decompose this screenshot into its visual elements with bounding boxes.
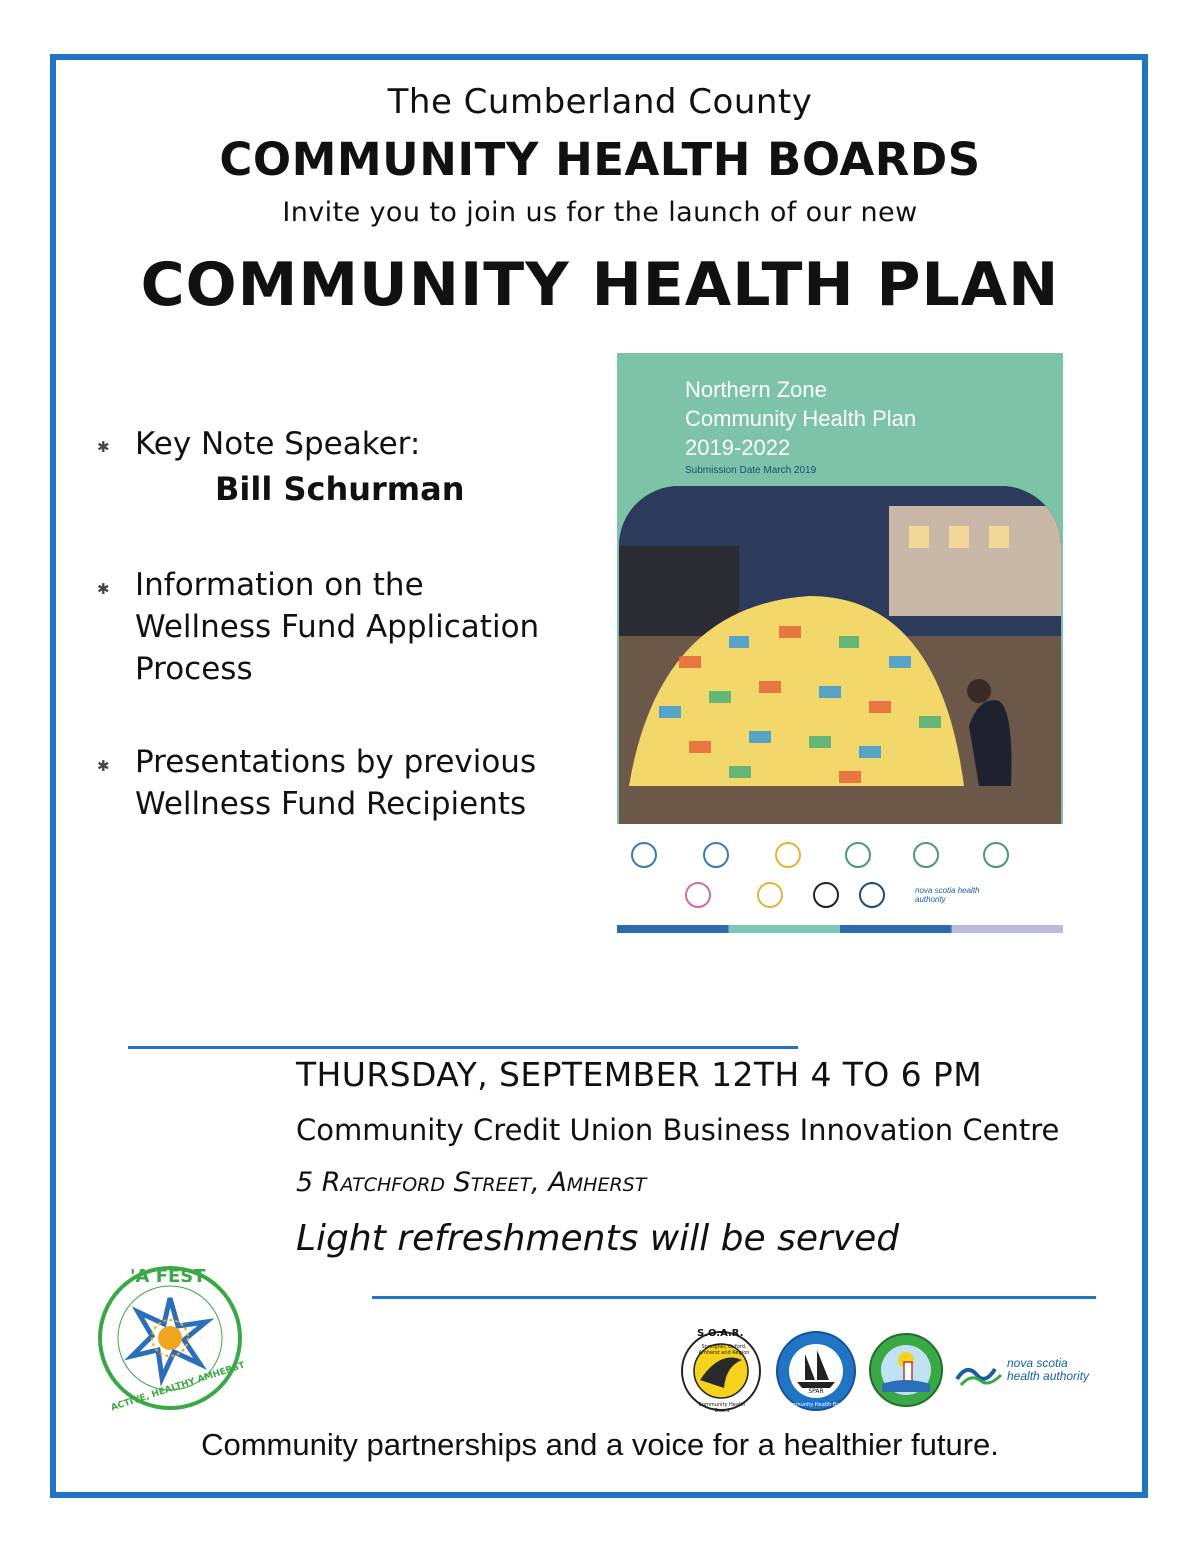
bullet-2-line: Wellness Fund Application [135, 609, 540, 645]
bullet-1-line: Key Note Speaker: [135, 426, 421, 462]
spar-logo-bottom-text: Community Health Board [784, 1402, 848, 1408]
soar-logo-bottom-text: Community Health Board [698, 1402, 746, 1414]
partner-logo-icon [685, 882, 711, 908]
cover-title-line: Northern Zone [685, 377, 827, 402]
header-title: COMMUNITY HEALTH PLAN [140, 250, 1060, 320]
header-line-3: Invite you to join us for the launch of our new [282, 197, 918, 228]
partner-logo-icon [703, 842, 729, 868]
cover-subtitle: Submission Date March 2019 [685, 465, 817, 476]
nsha-wave-icon [955, 1353, 1005, 1389]
nsha-logo-text [1007, 1357, 1089, 1383]
igloo-photo [619, 486, 1061, 824]
health-plan-cover-image [617, 353, 1063, 933]
soar-logo [680, 1330, 762, 1412]
spar-logo [775, 1330, 857, 1412]
header-line-2: COMMUNITY HEALTH BOARDS [219, 133, 981, 186]
partner-logo-icon [757, 882, 783, 908]
soar-logo-text: S.O.A.R. [697, 1328, 744, 1339]
afest-logo-top-text: 'A FEST [130, 1266, 206, 1287]
cover-stripe [617, 925, 1063, 933]
spar-logo-text: SPAR [808, 1388, 824, 1395]
header-line-1: The Cumberland County [387, 82, 813, 122]
afest-logo-bottom-text: ACTIVE, HEALTHY AMHERST [109, 1360, 247, 1414]
cover-partner-logos [617, 824, 1063, 933]
cover-title-line: 2019-2022 [685, 435, 791, 460]
bullet-2-line: Information on the [135, 567, 424, 603]
soar-logo-ring-text: Springhill, Oxford, Amherst and Region [698, 1344, 750, 1356]
bullet-3-line: Presentations by previous [135, 744, 537, 780]
partner-logo-icon [983, 842, 1009, 868]
bullet-2-line: Process [135, 651, 253, 687]
nsha-line-2: health authority [1007, 1369, 1090, 1383]
cover-title-line: Community Health Plan [685, 406, 917, 431]
divider-line [372, 1296, 1096, 1299]
igloo-illustration [619, 486, 1061, 824]
footer-tagline: Community partnerships and a voice for a healthier future. [201, 1427, 999, 1462]
lighthouse-logo [868, 1332, 944, 1408]
bullet-1 [135, 423, 420, 465]
partner-logo-icon [845, 842, 871, 868]
bullet-marker: ✱ [97, 580, 110, 598]
bullet-marker: ✱ [97, 757, 110, 775]
nsha-logo [955, 1353, 1090, 1393]
keynote-speaker-name: Bill Schurman [215, 470, 465, 508]
event-venue: Community Credit Union Business Innovation Centre [296, 1113, 1060, 1147]
partner-logo-icon [859, 882, 885, 908]
bullet-2 [135, 564, 539, 690]
bullet-3 [135, 741, 536, 825]
bullet-marker: ✱ [97, 438, 110, 456]
partner-logo-icon [631, 842, 657, 868]
nsha-line-1: nova scotia [1007, 1356, 1068, 1370]
refreshments-note: Light refreshments will be served [296, 1218, 900, 1259]
event-address: 5 Ratchford Street, Amherst [296, 1167, 647, 1198]
divider-line [128, 1046, 798, 1049]
partner-logo-icon [913, 842, 939, 868]
event-date-time: THURSDAY, SEPTEMBER 12TH 4 TO 6 PM [296, 1055, 983, 1094]
partner-logo-icon [775, 842, 801, 868]
cover-title [685, 375, 916, 462]
partner-logo-icon [813, 882, 839, 908]
bullet-3-line: Wellness Fund Recipients [135, 786, 527, 822]
cover-nsha-label: nova scotia health authority [915, 886, 980, 904]
